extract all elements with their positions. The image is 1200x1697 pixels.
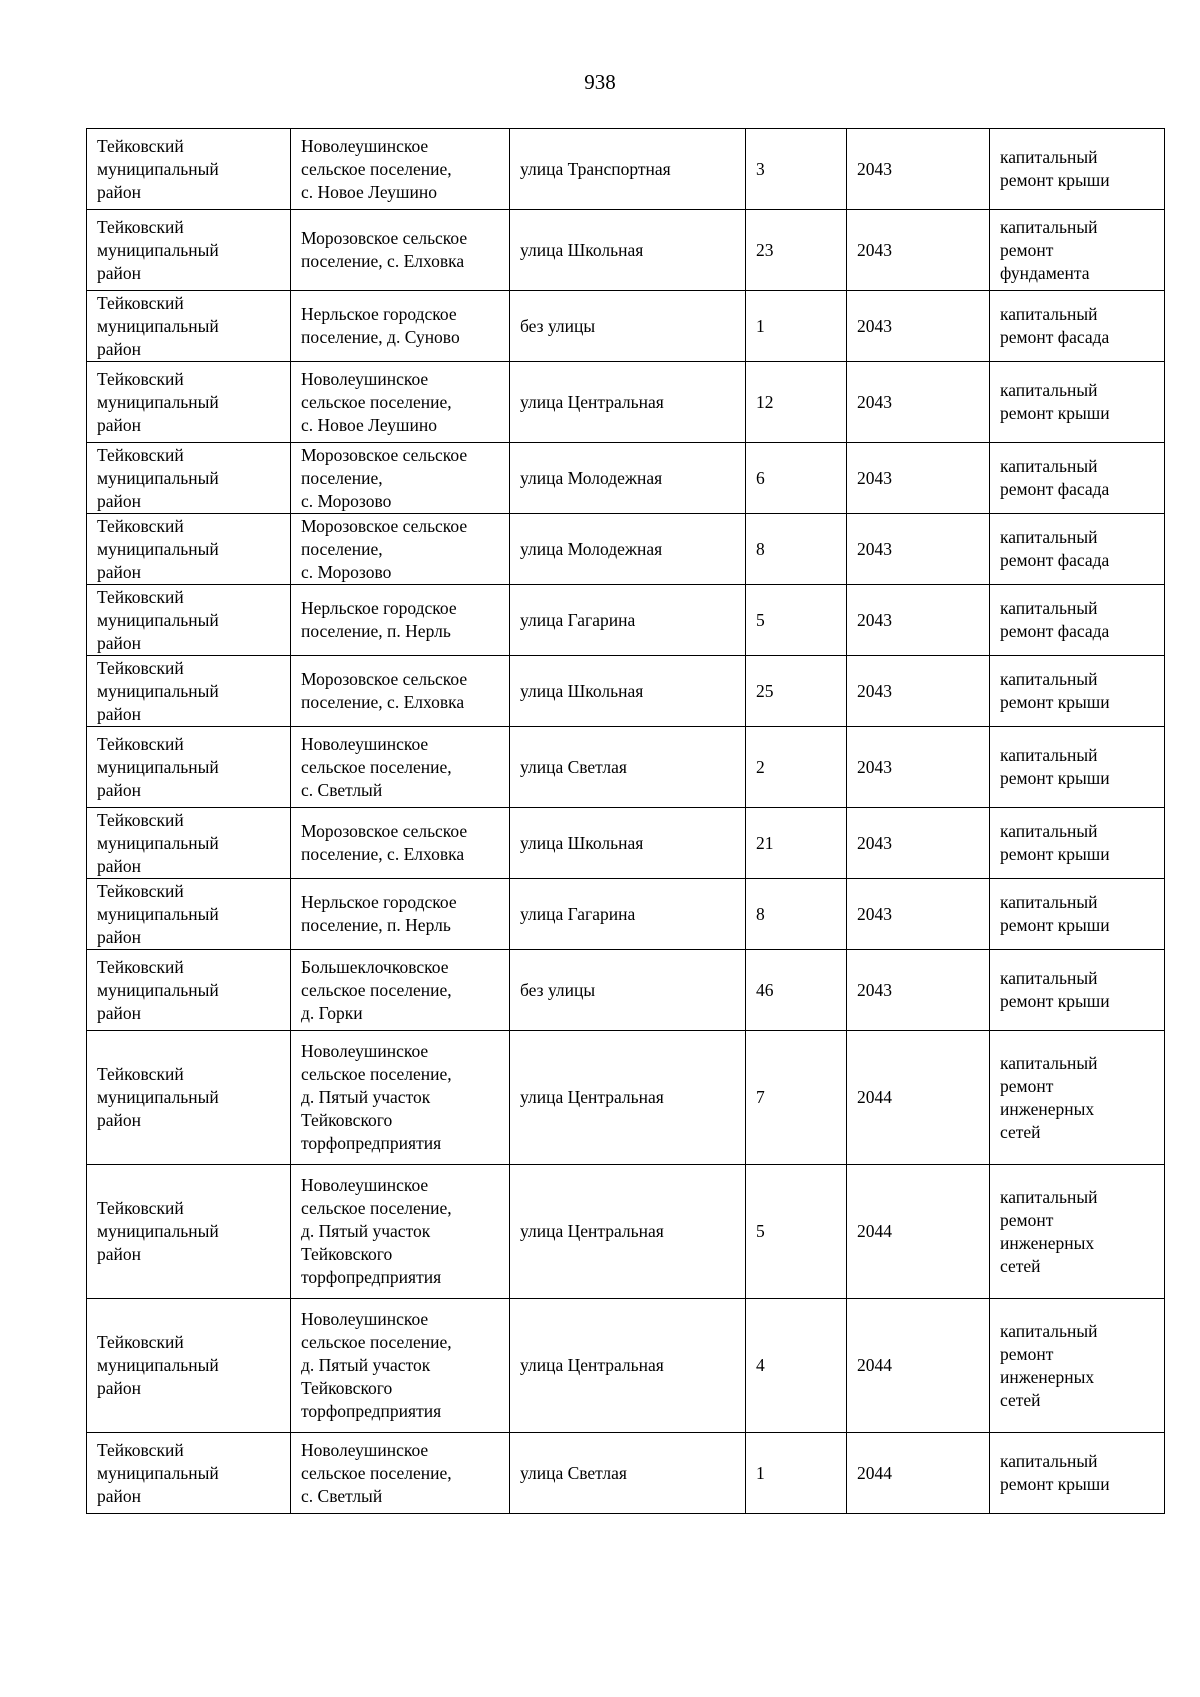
settlement-cell: Новолеушинское сельское поселение, с. Новое Леушино [291, 362, 510, 443]
year-cell: 2044 [847, 1433, 990, 1514]
house-number-cell: 5 [746, 585, 847, 656]
house-number-cell: 21 [746, 808, 847, 879]
street-cell: улица Центральная [510, 1299, 746, 1433]
street-cell: улица Центральная [510, 1165, 746, 1299]
year-cell: 2043 [847, 514, 990, 585]
street-cell: улица Молодежная [510, 443, 746, 514]
work-type-cell: капитальный ремонт фасада [990, 585, 1165, 656]
house-number-cell: 6 [746, 443, 847, 514]
year-cell: 2043 [847, 879, 990, 950]
settlement-cell: Новолеушинское сельское поселение, д. Пятый участок Тейковского торфопредприятия [291, 1299, 510, 1433]
house-number-cell: 23 [746, 210, 847, 291]
table-row [87, 443, 1165, 514]
table-row [87, 585, 1165, 656]
house-number-cell: 7 [746, 1031, 847, 1165]
district-cell: Тейковский муниципальный район [87, 808, 291, 879]
settlement-cell: Нерльское городское поселение, п. Нерль [291, 585, 510, 656]
street-cell: улица Гагарина [510, 585, 746, 656]
district-cell: Тейковский муниципальный район [87, 585, 291, 656]
district-cell: Тейковский муниципальный район [87, 210, 291, 291]
table-row [87, 727, 1165, 808]
street-cell: улица Гагарина [510, 879, 746, 950]
table-row [87, 362, 1165, 443]
house-number-cell: 5 [746, 1165, 847, 1299]
year-cell: 2043 [847, 656, 990, 727]
year-cell: 2043 [847, 443, 990, 514]
house-number-cell: 8 [746, 879, 847, 950]
settlement-cell: Нерльское городское поселение, п. Нерль [291, 879, 510, 950]
settlement-cell: Морозовское сельское поселение, с. Елховка [291, 656, 510, 727]
work-type-cell: капитальный ремонт фасада [990, 291, 1165, 362]
table-row [87, 291, 1165, 362]
district-cell: Тейковский муниципальный район [87, 1433, 291, 1514]
house-number-cell: 2 [746, 727, 847, 808]
table-row [87, 879, 1165, 950]
settlement-cell: Морозовское сельское поселение, с. Елховка [291, 808, 510, 879]
table-body [87, 129, 1165, 1514]
table-row [87, 129, 1165, 210]
district-cell: Тейковский муниципальный район [87, 727, 291, 808]
work-type-cell: капитальный ремонт инженерных сетей [990, 1299, 1165, 1433]
work-type-cell: капитальный ремонт фундамента [990, 210, 1165, 291]
settlement-cell: Морозовское сельское поселение, с. Елховка [291, 210, 510, 291]
settlement-cell: Нерльское городское поселение, д. Суново [291, 291, 510, 362]
year-cell: 2043 [847, 129, 990, 210]
settlement-cell: Новолеушинское сельское поселение, д. Пятый участок Тейковского торфопредприятия [291, 1165, 510, 1299]
table-row [87, 808, 1165, 879]
house-number-cell: 12 [746, 362, 847, 443]
street-cell: улица Светлая [510, 1433, 746, 1514]
year-cell: 2043 [847, 362, 990, 443]
work-type-cell: капитальный ремонт крыши [990, 727, 1165, 808]
work-type-cell: капитальный ремонт инженерных сетей [990, 1165, 1165, 1299]
street-cell: улица Школьная [510, 808, 746, 879]
district-cell: Тейковский муниципальный район [87, 514, 291, 585]
table-row [87, 1433, 1165, 1514]
year-cell: 2043 [847, 585, 990, 656]
year-cell: 2044 [847, 1031, 990, 1165]
house-number-cell: 3 [746, 129, 847, 210]
street-cell: без улицы [510, 950, 746, 1031]
work-type-cell: капитальный ремонт крыши [990, 362, 1165, 443]
street-cell: улица Школьная [510, 210, 746, 291]
district-cell: Тейковский муниципальный район [87, 362, 291, 443]
district-cell: Тейковский муниципальный район [87, 291, 291, 362]
work-type-cell: капитальный ремонт крыши [990, 1433, 1165, 1514]
house-number-cell: 1 [746, 1433, 847, 1514]
year-cell: 2043 [847, 727, 990, 808]
street-cell: улица Центральная [510, 1031, 746, 1165]
year-cell: 2043 [847, 950, 990, 1031]
district-cell: Тейковский муниципальный район [87, 879, 291, 950]
street-cell: без улицы [510, 291, 746, 362]
table-row [87, 656, 1165, 727]
settlement-cell: Новолеушинское сельское поселение, д. Пятый участок Тейковского торфопредприятия [291, 1031, 510, 1165]
work-type-cell: капитальный ремонт крыши [990, 129, 1165, 210]
year-cell: 2044 [847, 1165, 990, 1299]
settlement-cell: Новолеушинское сельское поселение, с. Новое Леушино [291, 129, 510, 210]
work-type-cell: капитальный ремонт крыши [990, 950, 1165, 1031]
year-cell: 2043 [847, 808, 990, 879]
street-cell: улица Молодежная [510, 514, 746, 585]
district-cell: Тейковский муниципальный район [87, 1299, 291, 1433]
district-cell: Тейковский муниципальный район [87, 950, 291, 1031]
work-type-cell: капитальный ремонт инженерных сетей [990, 1031, 1165, 1165]
settlement-cell: Морозовское сельское поселение, с. Морозово [291, 514, 510, 585]
work-type-cell: капитальный ремонт крыши [990, 656, 1165, 727]
house-number-cell: 4 [746, 1299, 847, 1433]
district-cell: Тейковский муниципальный район [87, 656, 291, 727]
table-row [87, 514, 1165, 585]
table-row [87, 1165, 1165, 1299]
street-cell: улица Центральная [510, 362, 746, 443]
work-type-cell: капитальный ремонт фасада [990, 443, 1165, 514]
work-type-cell: капитальный ремонт фасада [990, 514, 1165, 585]
house-number-cell: 25 [746, 656, 847, 727]
street-cell: улица Светлая [510, 727, 746, 808]
year-cell: 2043 [847, 210, 990, 291]
table-row [87, 1031, 1165, 1165]
district-cell: Тейковский муниципальный район [87, 443, 291, 514]
district-cell: Тейковский муниципальный район [87, 1031, 291, 1165]
repair-schedule-table [86, 128, 1165, 1514]
street-cell: улица Школьная [510, 656, 746, 727]
page-number: 938 [584, 70, 616, 94]
house-number-cell: 46 [746, 950, 847, 1031]
district-cell: Тейковский муниципальный район [87, 1165, 291, 1299]
settlement-cell: Новолеушинское сельское поселение, с. Светлый [291, 1433, 510, 1514]
year-cell: 2043 [847, 291, 990, 362]
year-cell: 2044 [847, 1299, 990, 1433]
house-number-cell: 8 [746, 514, 847, 585]
table-row [87, 1299, 1165, 1433]
settlement-cell: Новолеушинское сельское поселение, с. Светлый [291, 727, 510, 808]
house-number-cell: 1 [746, 291, 847, 362]
work-type-cell: капитальный ремонт крыши [990, 879, 1165, 950]
district-cell: Тейковский муниципальный район [87, 129, 291, 210]
settlement-cell: Морозовское сельское поселение, с. Морозово [291, 443, 510, 514]
table-row [87, 210, 1165, 291]
settlement-cell: Большеклочковское сельское поселение, д. Горки [291, 950, 510, 1031]
work-type-cell: капитальный ремонт крыши [990, 808, 1165, 879]
street-cell: улица Транспортная [510, 129, 746, 210]
table-row [87, 950, 1165, 1031]
